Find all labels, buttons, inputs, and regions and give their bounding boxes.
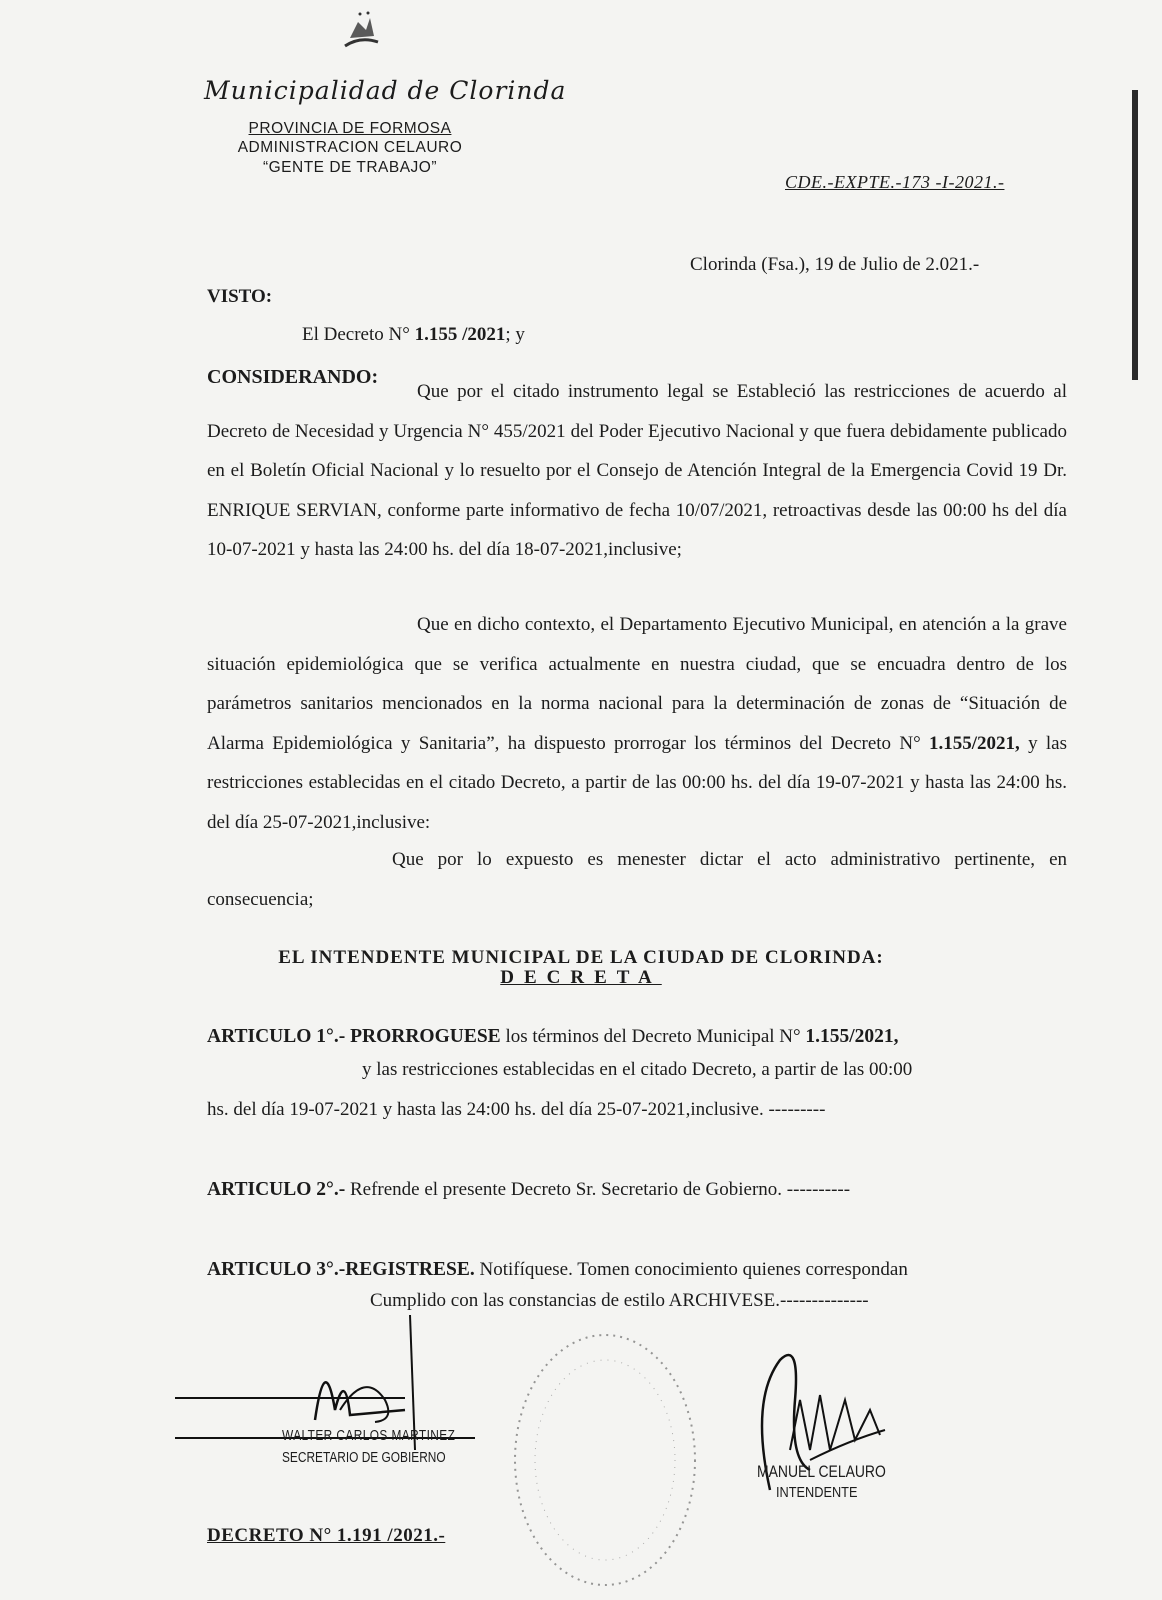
considerando-heading: CONSIDERANDO: <box>207 366 379 388</box>
article-1-decree: 1.155/2021, <box>805 1026 899 1047</box>
article-3-label: ARTICULO 3°.-REGISTRESE. <box>207 1259 475 1280</box>
final-decree-number: DECRETO N° 1.191 /2021.- <box>207 1525 446 1546</box>
administration-line: ADMINISTRACION CELAURO <box>237 139 463 156</box>
province-line: PROVINCIA DE FORMOSA <box>248 120 452 137</box>
p2-text-before: Que en dicho contexto, el Departamento Ejecutivo Municipal, en atención a la grave situación epidemiológica que se verifica actualmente en nuestra ciudad, que se encuadra dentro de los parámetros sanitarios mencionados en la norma nacional para la determinación de zonas de “Situación de Alarma Epidemiológica y Sanitaria”, ha dispuesto prorrogar los términos del Decreto N° <box>207 614 1067 754</box>
article-2-text: Refrende el presente Decreto Sr. Secretario de Gobierno. ---------- <box>349 1179 851 1200</box>
article-3 <box>207 1250 1067 1290</box>
article-1 <box>207 1017 1067 1057</box>
secretary-name: WALTER CARLOS MARTINEZ <box>282 1428 456 1444</box>
article-1-line-2: y las restricciones establecidas en el citado Decreto, a partir de las 00:00 <box>362 1059 913 1080</box>
article-3-text: Notifíquese. Tomen conocimiento quienes correspondan <box>479 1259 908 1280</box>
article-1-line-3: hs. del día 19-07-2021 y hasta las 24:00 hs. del día 25-07-2021,inclusive. --------- <box>207 1099 826 1120</box>
expediente-number: CDE.-EXPTE.-173 -I-2021.- <box>785 172 1005 192</box>
article-2 <box>207 1170 1067 1210</box>
crest-logo <box>330 8 390 58</box>
secretary-signature <box>175 1310 475 1470</box>
p2-text-after: y las restricciones establecidas en el citado Decreto, a partir de las 00:00 hs. del día 19-07-2021 y hasta las 24:00 hs. del día 25-07-2021,inclusive: <box>207 732 1068 833</box>
p2-decree-number: 1.155/2021, <box>929 732 1020 754</box>
considerando-paragraph-1: Que por el citado instrumento legal se Estableció las restricciones de acuerdo al Decreto de Necesidad y Urgencia N° 455/2021 del Poder Ejecutivo Nacional y que fuera debidamente publicado en el Boletín Oficial Nacional y lo resuelto por el Consejo de Atención Integral de la Emergencia Covid 19 Dr. ENRIQUE SERVIAN, conforme parte informativo de fecha 10/07/2021, retroactivas desde las 00:00 hs del día 10-07-2021 y hasta las 24:00 hs. del día 18-07-2021,inclusive; <box>207 381 1067 560</box>
article-2-label: ARTICULO 2°.- <box>207 1179 346 1200</box>
considerando-paragraph-2 <box>207 605 1067 842</box>
visto-prefix: El Decreto N° <box>302 324 410 345</box>
considerando-paragraph-3: Que por lo expuesto es menester dictar el acto administrativo pertinente, en consecuencia; <box>207 849 1067 910</box>
visto-heading: VISTO: <box>207 286 273 307</box>
visto-decree-number: 1.155 /2021 <box>414 324 506 345</box>
date-line: Clorinda (Fsa.), 19 de Julio de 2.021.- <box>690 254 980 275</box>
scan-edge-shadow <box>1132 90 1138 380</box>
visto-suffix: ; y <box>505 324 525 345</box>
official-seal <box>505 1320 715 1600</box>
visto-text <box>302 324 525 346</box>
municipality-name: Municipalidad de Clorinda <box>204 76 567 105</box>
article-1-text: los términos del Decreto Municipal N° <box>505 1026 801 1047</box>
intendente-title: INTENDENTE <box>776 1484 858 1501</box>
article-1-label: ARTICULO 1°.- PRORROGUESE <box>207 1026 501 1047</box>
resolution-heading: EL INTENDENTE MUNICIPAL DE LA CIUDAD DE CLORINDA: <box>278 947 884 968</box>
motto-line: “GENTE DE TRABAJO” <box>262 159 438 176</box>
article-3-line-2: Cumplido con las constancias de estilo ARCHIVESE.-------------- <box>370 1290 869 1311</box>
decreta-heading: DECRETA <box>500 967 662 988</box>
secretary-title: SECRETARIO DE GOBIERNO <box>282 1450 446 1466</box>
intendente-name: MANUEL CELAURO <box>757 1462 886 1481</box>
